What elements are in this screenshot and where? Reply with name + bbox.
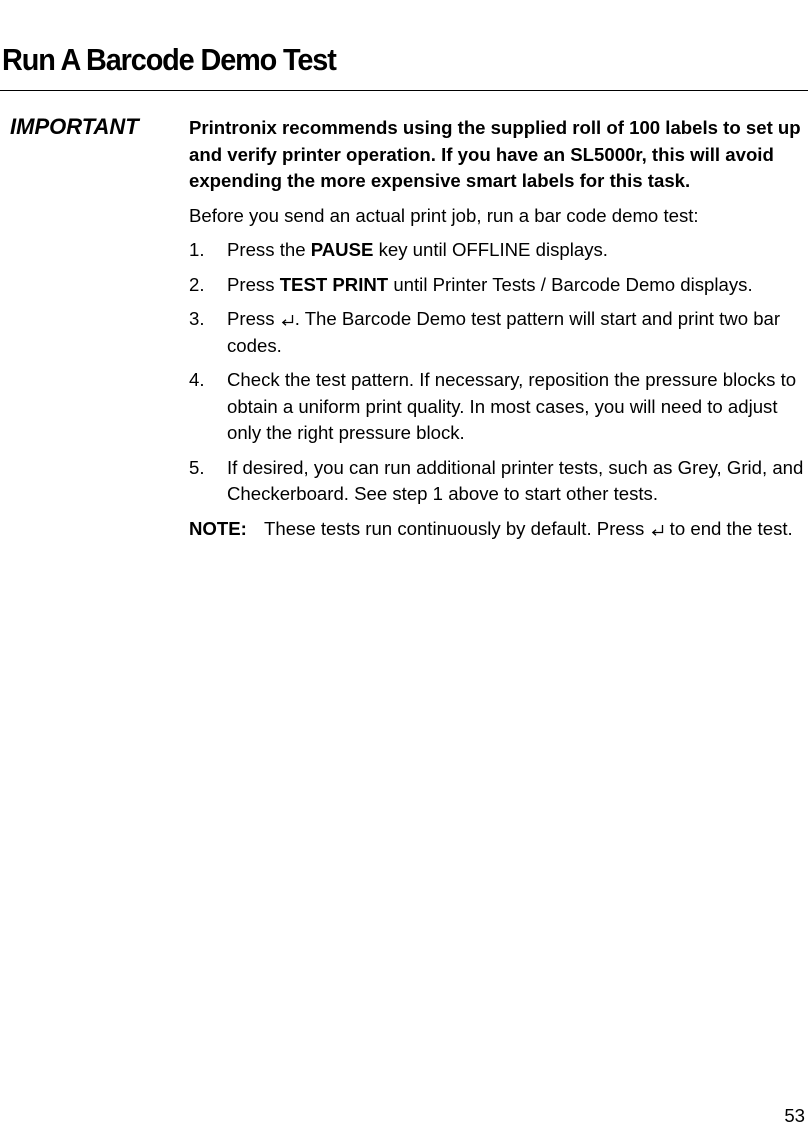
content-column [189,115,805,542]
step-item [189,367,805,447]
enter-key-icon [281,314,294,326]
important-label: IMPORTANT [10,114,139,139]
step-text: Check the test pattern. If necessary, reposition the pressure blocks to obtain a uniform print quality. In most cases, you will need to adjust only the right pressure block. [227,369,797,443]
page-number: 53 [784,1105,805,1126]
pause-key-name: PAUSE [310,239,374,260]
step-item [189,237,805,264]
test-print-key-name: TEST PRINT [279,273,389,295]
step-number: 5. [189,456,205,478]
page-title: Run A Barcode Demo Test [2,42,336,77]
step-number: 2. [189,273,205,295]
step-text: Press TEST PRINT until Printer Tests / Barcode Demo displays. [227,273,753,295]
intro-text: Before you send an actual print job, run a bar code demo test: [189,204,699,226]
note-label: NOTE: [189,517,247,539]
note-text: These tests run continuously by default. Press to end the test. [264,517,793,539]
enter-key-icon [651,524,664,536]
title-rule [0,90,808,91]
step-item [189,306,805,359]
step-text: Press . The Barcode Demo test pattern will start and print two bar codes. [227,308,781,356]
note [189,516,805,543]
step-number: 1. [189,239,205,260]
step-text: Press the PAUSE key until OFFLINE displays. [227,239,608,260]
step-item [189,455,805,508]
step-item [189,272,805,299]
important-text: Printronix recommends using the supplied roll of 100 labels to set up and verify printer operation. If you have an SL5000r, this will avoid expending the more expensive smart labels for this task. [189,117,801,191]
steps-list [189,237,805,508]
step-text: If desired, you can run additional printer tests, such as Grey, Grid, and Checkerboard. See step 1 above to start other tests. [227,456,804,504]
step-number: 3. [189,308,205,329]
step-number: 4. [189,369,205,390]
